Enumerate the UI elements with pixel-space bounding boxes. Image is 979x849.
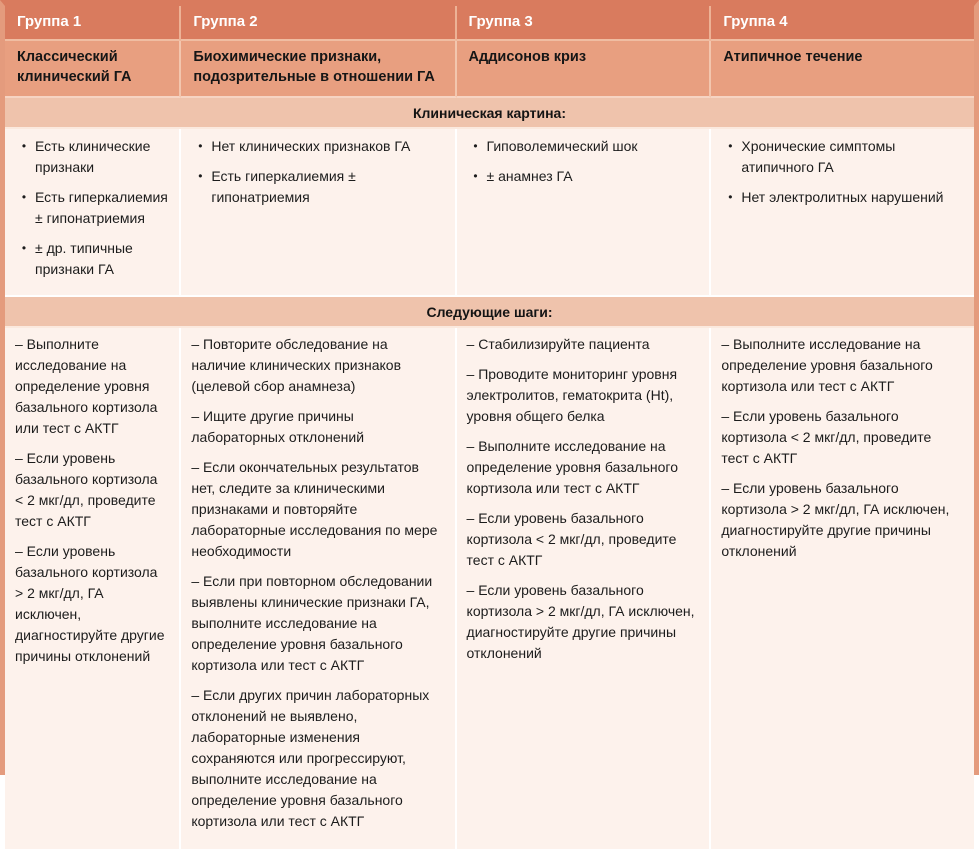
list-item: – Стабилизируйте пациента <box>466 336 650 352</box>
list-item: – Если других причин лабораторных отклонений не выявлено, лабораторные изменения сохраняются или прогрессируют, выполните исследование на определение уровня базального кортизола или тест с АКТГ <box>191 687 430 829</box>
bullet-marker: • <box>198 169 203 183</box>
list-item <box>719 136 966 178</box>
bullet-marker: • <box>473 139 478 153</box>
list-item: – Если при повторном обследовании выявлены клинические признаки ГА, выполните исследование на определение уровня базального кортизола или тест с АКТГ <box>191 573 433 673</box>
list-item-text: Есть гиперкалиемия ± гипонатриемия <box>211 168 356 205</box>
list-item: – Проводите мониторинг уровня электролитов, гематокрита (Ht), уровня общего белка <box>466 366 678 424</box>
next-steps-cell-group-3 <box>457 328 712 849</box>
list-item <box>465 166 702 187</box>
section-title-clinical-picture: Клиническая картина: <box>5 98 974 129</box>
list-item: – Повторите обследование на наличие клинических признаков (целевой сбор анамнеза) <box>191 336 402 394</box>
clinical-cell-group-1 <box>5 129 181 297</box>
list-item: – Если окончательных результатов нет, следите за клиническими признаками и повторяйте лабораторные исследования по мере необходимости <box>191 459 438 559</box>
list-item <box>13 238 171 280</box>
bullet-list <box>13 136 171 280</box>
list-item: – Если уровень базального кортизола < 2 мкг/дл, проведите тест с АКТГ <box>15 450 158 529</box>
next-steps-cell-group-2 <box>181 328 456 849</box>
list-item <box>189 166 446 208</box>
list-item-text: ± др. типичные признаки ГА <box>35 240 133 277</box>
list-item-text: Есть гиперкалиемия ± гипонатриемия <box>35 189 168 226</box>
list-item: – Если уровень базального кортизола > 2 мкг/дл, ГА исключен, диагностируйте другие причины отклонений <box>721 480 950 559</box>
list-item-text: Есть клинические признаки <box>35 138 151 175</box>
section-title-next-steps: Следующие шаги: <box>5 297 974 328</box>
bullet-list <box>189 136 446 208</box>
list-item: – Если уровень базального кортизола > 2 мкг/дл, ГА исключен, диагностируйте другие причины отклонений <box>15 543 165 664</box>
list-item <box>189 136 446 157</box>
clinical-picture-row <box>5 129 974 297</box>
clinical-cell-group-4 <box>711 129 974 297</box>
group-subheader-row <box>5 41 974 98</box>
bullet-marker: • <box>198 139 203 153</box>
dash-list <box>15 334 167 667</box>
list-item <box>13 187 171 229</box>
list-item: – Выполните исследование на определение уровня базального кортизола или тест с АКТГ <box>721 336 933 394</box>
bullet-marker: • <box>21 139 27 153</box>
bullet-marker: • <box>728 139 733 153</box>
group-1-header: Группа 1 <box>5 6 181 41</box>
dash-list <box>721 334 962 562</box>
clinical-cell-group-3 <box>457 129 712 297</box>
bullet-list <box>465 136 702 187</box>
list-item: – Если уровень базального кортизола < 2 мкг/дл, проведите тест с АКТГ <box>721 408 932 466</box>
bullet-marker: • <box>21 241 27 255</box>
list-item-text: ± анамнез ГА <box>486 168 573 184</box>
group-4-subheader: Атипичное течение <box>711 41 974 98</box>
list-item-text: Хронические симптомы атипичного ГА <box>741 138 896 175</box>
bullet-marker: • <box>473 169 478 183</box>
list-item-text: Гиповолемический шок <box>486 138 638 154</box>
list-item <box>13 136 171 178</box>
bullet-marker: • <box>728 190 733 204</box>
list-item: – Выполните исследование на определение уровня базального кортизола или тест с АКТГ <box>15 336 158 436</box>
group-1-subheader: Классический клинический ГА <box>5 41 181 98</box>
bullet-list <box>719 136 966 208</box>
group-4-header: Группа 4 <box>711 6 974 41</box>
list-item: – Если уровень базального кортизола < 2 мкг/дл, проведите тест с АКТГ <box>466 510 677 568</box>
dash-list <box>191 334 442 832</box>
list-item: – Выполните исследование на определение уровня базального кортизола или тест с АКТГ <box>466 438 678 496</box>
next-steps-row <box>5 328 974 849</box>
list-item-text: Нет электролитных нарушений <box>741 189 944 205</box>
list-item <box>465 136 702 157</box>
list-item-text: Нет клинических признаков ГА <box>211 138 411 154</box>
list-item <box>719 187 966 208</box>
clinical-cell-group-2 <box>181 129 456 297</box>
next-steps-cell-group-4 <box>711 328 974 849</box>
group-3-subheader: Аддисонов криз <box>457 41 712 98</box>
group-2-subheader: Биохимические признаки, подозрительные в отношении ГА <box>181 41 456 98</box>
list-item: – Ищите другие причины лабораторных отклонений <box>191 408 365 445</box>
group-3-header: Группа 3 <box>457 6 712 41</box>
next-steps-cell-group-1 <box>5 328 181 849</box>
dash-list <box>467 334 698 664</box>
group-header-row <box>5 6 974 41</box>
list-item: – Если уровень базального кортизола > 2 мкг/дл, ГА исключен, диагностируйте другие причины отклонений <box>466 582 695 661</box>
bullet-marker: • <box>21 190 27 204</box>
group-2-header: Группа 2 <box>181 6 456 41</box>
